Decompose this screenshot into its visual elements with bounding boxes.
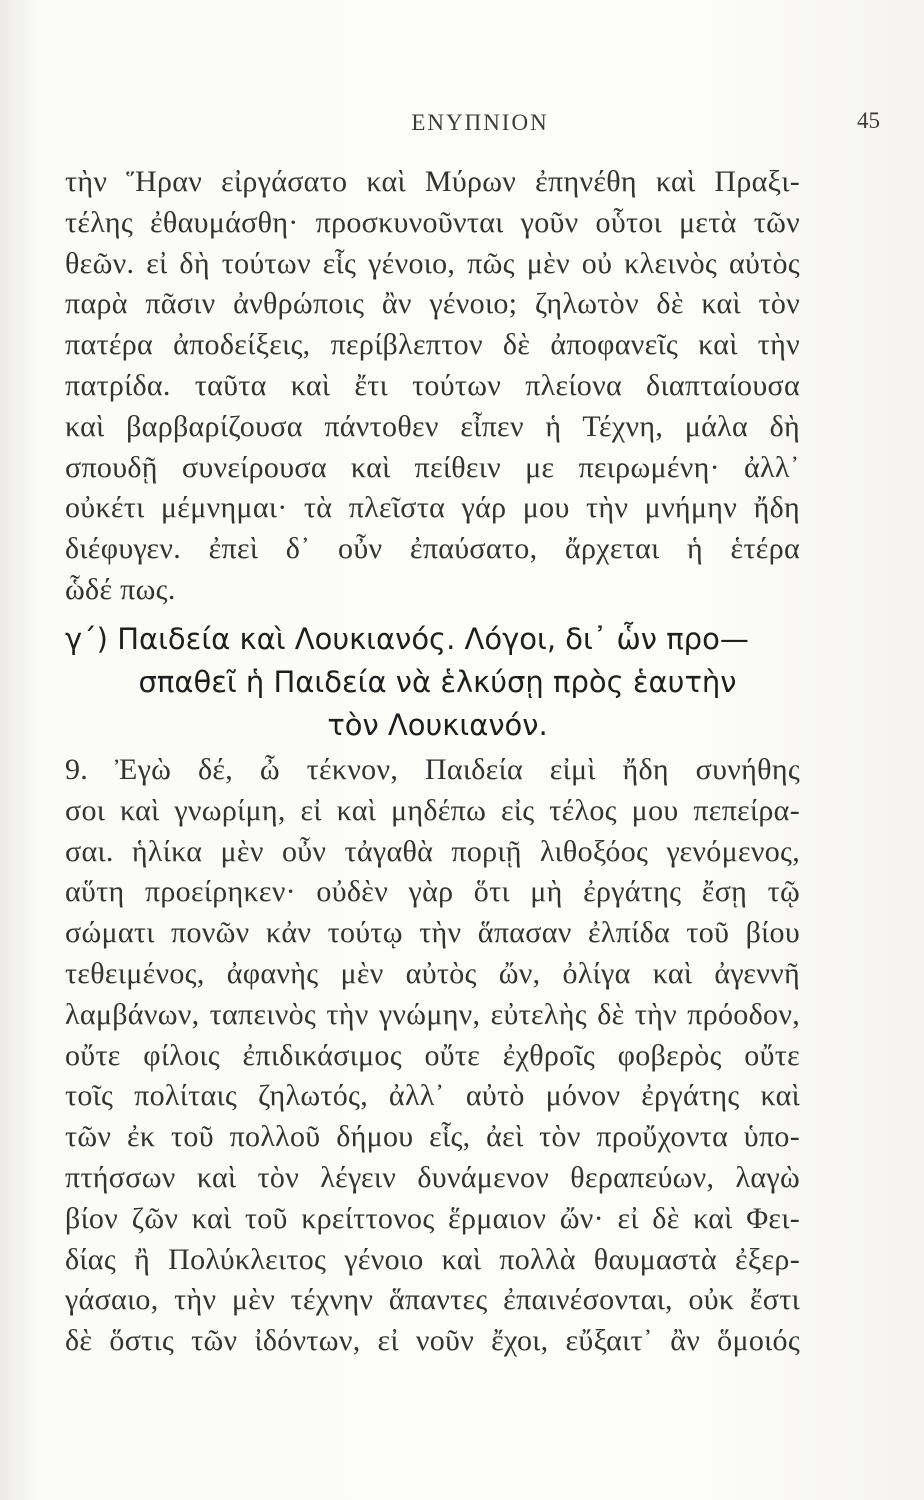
text-line: οὔτε φίλοις ἐπιδικάσιμος οὔτε ἐχθροῖς φοβερὸς οὔτε <box>65 1038 800 1072</box>
text-line: σαι. ἡλίκα μὲν οὖν τἀγαθὰ ποριῇ λιθοξόος γενόμενος, <box>65 834 800 868</box>
text-line: αὕτη προείρηκεν· οὐδὲν γὰρ ὅτι μὴ ἐργάτης ἔσῃ τῷ <box>65 875 800 909</box>
text-line: σώματι πονῶν κἀν τούτῳ τὴν ἅπασαν ἐλπίδα τοῦ βίου <box>65 916 800 950</box>
text-line: τέλης ἐθαυμάσθη· προσκυνοῦνται γοῦν οὗτοι μετὰ τῶν <box>65 205 800 239</box>
paragraph-continuation <box>65 162 800 611</box>
text-line: πτήσσων καὶ τὸν λέγειν δυνάμενον θεραπεύων, λαγὼ <box>65 1160 800 1194</box>
text-line: καὶ βαρβαρίζουσα πάντοθεν εἶπεν ἡ Τέχνη, μάλα δὴ <box>65 409 800 443</box>
text-line: ὧδέ πως. <box>65 572 176 606</box>
text-line: τεθειμένος, ἀφανὴς μὲν αὐτὸς ὤν, ὀλίγα καὶ ἀγεννῆ <box>65 956 800 990</box>
text-line: δὲ ὅστις τῶν ἰδόντων, εἰ νοῦν ἔχοι, εὔξαιτ᾽ ἂν ὅμοιός <box>65 1324 800 1358</box>
text-line: παρὰ πᾶσιν ἀνθρώποις ἂν γένοιο; ζηλωτὸν δὲ καὶ τὸν <box>65 287 800 321</box>
text-line: διέφυγεν. ἐπεὶ δ᾽ οὖν ἐπαύσατο, ἄρχεται ἡ ἑτέρα <box>65 532 800 566</box>
running-title: ΕΝΥΠΝΙΟΝ <box>411 110 549 135</box>
running-head <box>60 110 900 150</box>
text-line: σοι καὶ γνωρίμη, εἰ καὶ μηδέπω εἰς τέλος μου πεπείρα- <box>65 793 800 827</box>
text-line: τοῖς πολίταις ζηλωτός, ἀλλ᾽ αὐτὸ μόνον ἐργάτης καὶ <box>65 1079 800 1113</box>
section-heading-line: τὸν Λουκιανόν. <box>327 708 548 742</box>
section-heading-line: γ΄) Παιδεία καὶ Λουκιανός. Λόγοι, δι᾽ ὧν προ— <box>65 622 749 656</box>
section-heading <box>65 618 810 747</box>
text-line: 9. Ἐγὼ δέ, ὦ τέκνον, Παιδεία εἰμὶ ἤδη συνήθης <box>65 753 800 786</box>
text-line: λαμβάνων, ταπεινὸς τὴν γνώμην, εὐτελὴς δὲ τὴν πρόοδον, <box>65 997 800 1031</box>
text-line: βίον ζῶν καὶ τοῦ κρείττονος ἕρμαιον ὤν· εἰ δὲ καὶ Φει- <box>65 1201 800 1235</box>
text-line: τῶν ἐκ τοῦ πολλοῦ δήμου εἷς, ἀεὶ τὸν προὔχοντα ὑπο- <box>65 1120 800 1154</box>
text-line: θεῶν. εἰ δὴ τούτων εἷς γένοιο, πῶς μὲν οὐ κλεινὸς αὐτὸς <box>65 246 800 280</box>
paragraph-9 <box>65 750 800 1362</box>
section-heading-line: σπαθεῖ ἡ Παιδεία νὰ ἑλκύσῃ πρὸς ἑαυτὴν <box>138 665 737 699</box>
text-line: δίας ἢ Πολύκλειτος γένοιο καὶ πολλὰ θαυμαστὰ ἐξερ- <box>65 1242 800 1276</box>
text-line: γάσαιο, τὴν μὲν τέχνην ἅπαντες ἐπαινέσονται, οὐκ ἔστι <box>65 1283 800 1317</box>
text-line: πατρίδα. ταῦτα καὶ ἔτι τούτων πλείονα διαπταίουσα <box>65 368 800 402</box>
text-line: πατέρα ἀποδείξεις, περίβλεπτον δὲ ἀποφανεῖς καὶ τὴν <box>65 328 800 362</box>
text-line: οὐκέτι μέμνημαι· τὰ πλεῖστα γάρ μου τὴν μνήμην ἤδη <box>65 491 800 525</box>
page-number: 45 <box>857 108 880 133</box>
text-line: σπουδῇ συνείρουσα καὶ πείθειν με πειρωμένη· ἀλλ᾽ <box>65 450 800 484</box>
text-line: τὴν Ἥραν εἰργάσατο καὶ Μύρων ἐπηνέθη καὶ Πραξι- <box>65 165 800 198</box>
